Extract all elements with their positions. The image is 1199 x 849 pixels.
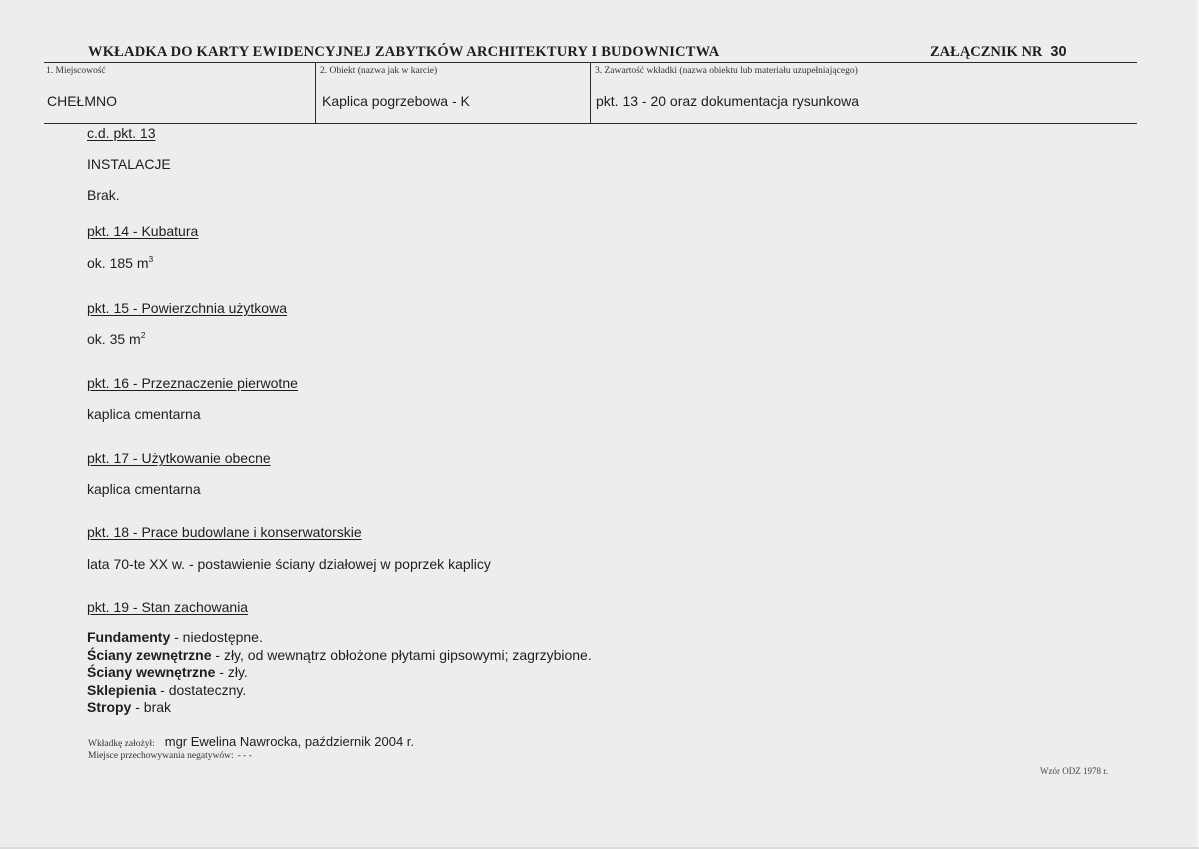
section-heading-cd13: c.d. pkt. 13 bbox=[87, 125, 156, 141]
section-heading-p15: pkt. 15 - Powierzchnia użytkowa bbox=[87, 300, 287, 316]
condition-term: Sklepienia bbox=[87, 681, 157, 698]
field-value-contents: pkt. 13 - 20 oraz dokumentacja rysunkowa bbox=[596, 93, 860, 109]
condition-term: Ściany wewnętrzne bbox=[87, 664, 216, 680]
annex-label bbox=[930, 44, 1067, 61]
condition-term: Ściany zewnętrzne bbox=[87, 646, 212, 663]
condition-desc: - dostateczny. bbox=[156, 681, 247, 698]
field-divider-2 bbox=[590, 62, 591, 124]
author-label: Wkładkę założył: bbox=[88, 739, 155, 749]
section-text-p18: lata 70-te XX w. - postawienie ściany działowej w poprzek kaplicy bbox=[87, 556, 491, 572]
condition-desc: - zły, od wewnątrz obłożone płytami gipsowymi; zagrzybione. bbox=[211, 646, 592, 663]
section-heading-p17: pkt. 17 - Użytkowanie obecne bbox=[87, 450, 271, 466]
condition-term: Stropy bbox=[87, 699, 132, 715]
form-reference: Wzór ODZ 1978 r. bbox=[1040, 766, 1108, 776]
condition-item bbox=[87, 699, 592, 717]
condition-term: Fundamenty bbox=[87, 629, 171, 645]
condition-item bbox=[87, 647, 592, 665]
area-unit-exponent: 2 bbox=[140, 330, 146, 340]
annex-label-text: ZAŁĄCZNIK NR bbox=[930, 44, 1043, 60]
field-label-object: 2. Obiekt (nazwa jak w karcie) bbox=[320, 66, 438, 76]
field-value-object: Kaplica pogrzebowa - K bbox=[322, 93, 470, 109]
section-heading-p16: pkt. 16 - Przeznaczenie pierwotne bbox=[87, 375, 298, 391]
section-text-p14 bbox=[87, 255, 153, 271]
volume-value: ok. 185 m bbox=[87, 255, 149, 271]
condition-item bbox=[87, 664, 592, 682]
section-heading-p19: pkt. 19 - Stan zachowania bbox=[87, 599, 249, 615]
negatives-label: Miejsce przechowywania negatywów: bbox=[88, 751, 234, 761]
section-text-p17: kaplica cmentarna bbox=[87, 481, 201, 497]
section-subheading-installations: INSTALACJE bbox=[87, 156, 171, 172]
condition-desc: - brak bbox=[131, 699, 172, 715]
condition-desc: - niedostępne. bbox=[170, 629, 263, 645]
field-label-contents: 3. Zawartość wkładki (nazwa obiektu lub materiału uzupełniającego) bbox=[595, 66, 858, 76]
area-value: ok. 35 m bbox=[87, 331, 141, 347]
section-heading-p14: pkt. 14 - Kubatura bbox=[87, 223, 199, 239]
field-value-locality: CHEŁMNO bbox=[47, 93, 118, 109]
section-text-cd13: Brak. bbox=[87, 187, 120, 203]
field-divider-1 bbox=[315, 62, 316, 124]
condition-desc: - zły. bbox=[215, 664, 248, 680]
section-text-p15 bbox=[87, 331, 145, 347]
field-label-locality: 1. Miejscowość bbox=[46, 66, 106, 76]
author-line bbox=[88, 734, 414, 749]
author-value: mgr Ewelina Nawrocka, październik 2004 r. bbox=[164, 734, 415, 749]
condition-item bbox=[87, 629, 592, 647]
negatives-value: - - - bbox=[237, 751, 252, 761]
section-heading-p18: pkt. 18 - Prace budowlane i konserwatorskie bbox=[87, 524, 362, 540]
condition-list bbox=[87, 629, 592, 717]
condition-item bbox=[87, 682, 592, 700]
annex-number: 30 bbox=[1050, 44, 1067, 60]
negatives-line bbox=[88, 751, 252, 761]
section-text-p16: kaplica cmentarna bbox=[87, 406, 201, 422]
document-title: WKŁADKA DO KARTY EWIDENCYJNEJ ZABYTKÓW ARCHITEKTURY I BUDOWNICTWA bbox=[88, 44, 720, 60]
volume-unit-exponent: 3 bbox=[148, 254, 154, 264]
